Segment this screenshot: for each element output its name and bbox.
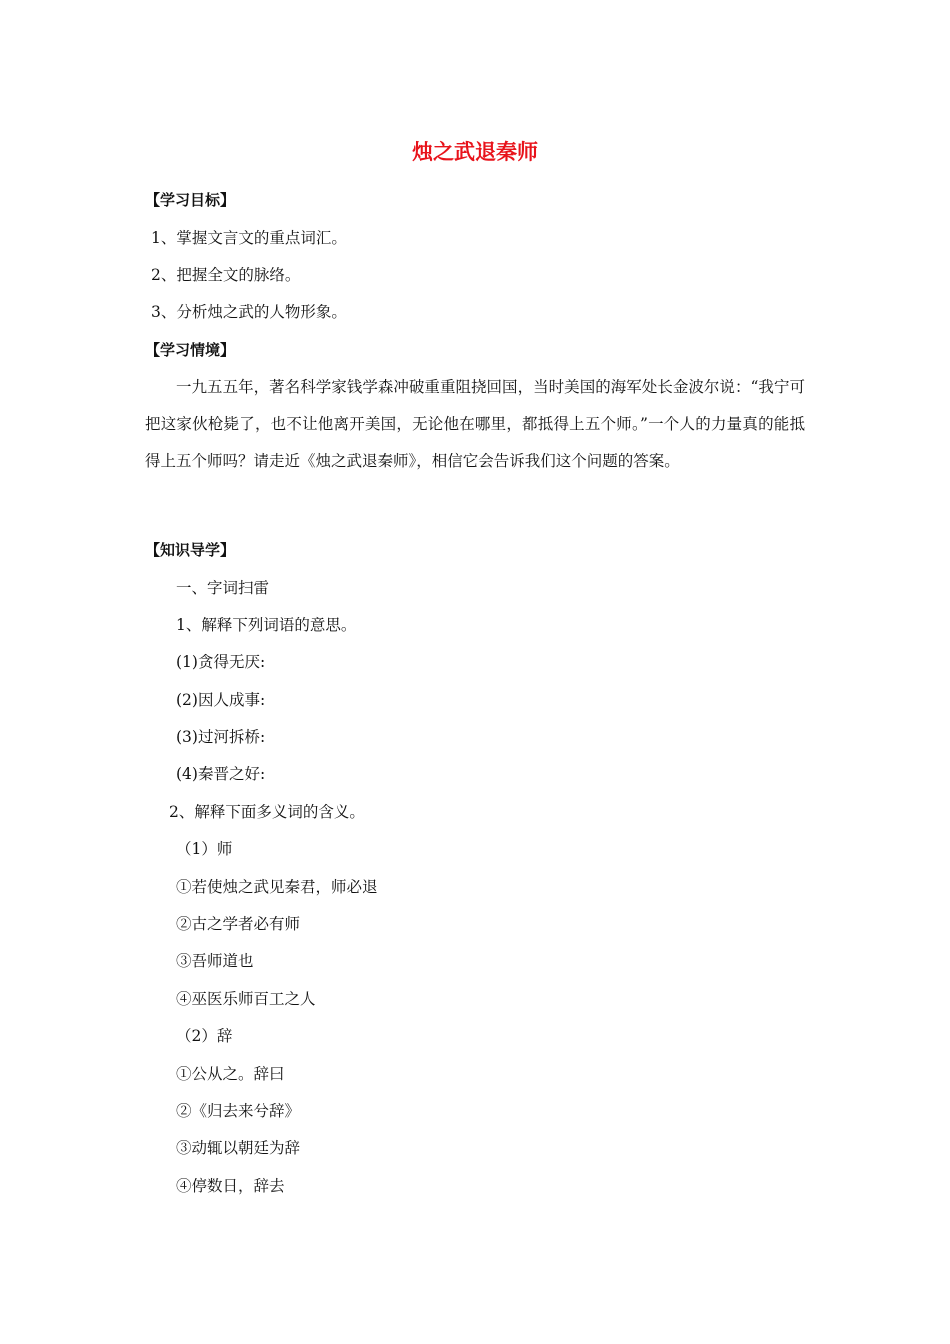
polysemy-item: ②《归去来兮辞》 <box>176 1102 301 1120</box>
polysemy-word-title: （2）辞 <box>176 1027 233 1045</box>
polysemy-item: ①若使烛之武见秦君，师必退 <box>176 878 378 896</box>
polysemy-item: ③吾师道也 <box>176 952 254 970</box>
question-1-item: (1)贪得无厌: <box>176 653 266 671</box>
question-1-item: (4)秦晋之好: <box>176 765 266 783</box>
objective-item: 1、掌握文言文的重点词汇。 <box>151 229 347 247</box>
objective-item: 2、把握全文的脉络。 <box>151 266 301 284</box>
section-heading-objectives: 【学习目标】 <box>145 191 236 209</box>
polysemy-item: ④停数日，辞去 <box>176 1177 285 1195</box>
question-1-item: (2)因人成事: <box>176 691 266 709</box>
polysemy-word-title: （1）师 <box>176 840 233 858</box>
question-2: 2、解释下面多义词的含义。 <box>169 803 365 821</box>
objective-item: 3、分析烛之武的人物形象。 <box>151 303 347 321</box>
situation-paragraph: 一九五五年，著名科学家钱学森冲破重重阻挠回国，当时美国的海军处长金波尔说：“我宁可把这家伙枪毙了，也不让他离开美国，无论他在哪里，都抵得上五个师。”一个人的力量真的能抵得上五个师吗？请走近《烛之武退秦师》，相信它会告诉我们这个问题的答案。 <box>145 378 805 470</box>
polysemy-item: ①公从之。辞曰 <box>176 1065 285 1083</box>
polysemy-item: ②古之学者必有师 <box>176 915 301 933</box>
question-1: 1、解释下列词语的意思。 <box>176 616 357 634</box>
section-heading-situation: 【学习情境】 <box>145 341 236 359</box>
question-1-item: (3)过河拆桥: <box>176 728 266 746</box>
polysemy-item: ③动辄以朝廷为辞 <box>176 1139 301 1157</box>
guide-part-title: 一、字词扫雷 <box>176 579 270 597</box>
page-title: 烛之武退秦师 <box>412 139 538 164</box>
polysemy-item: ④巫医乐师百工之人 <box>176 990 316 1008</box>
section-heading-guide: 【知识导学】 <box>145 541 236 559</box>
